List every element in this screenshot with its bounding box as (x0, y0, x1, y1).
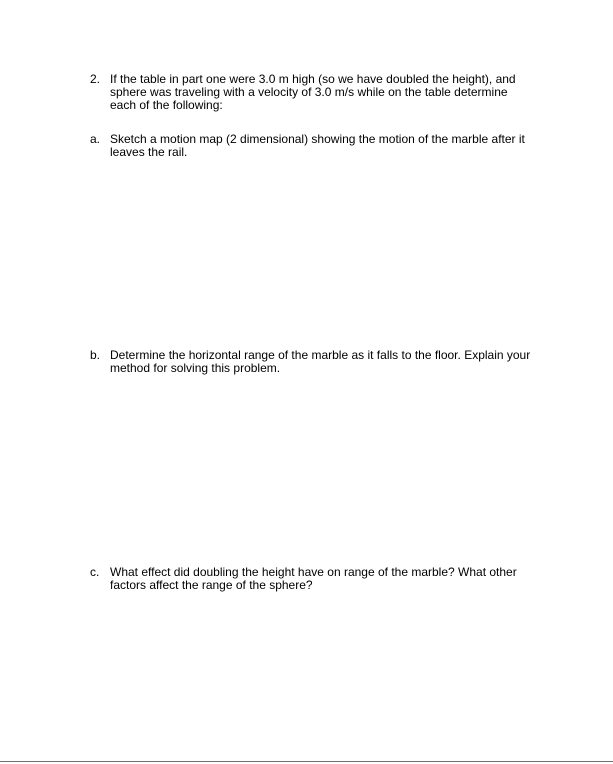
page-bottom-divider (0, 761, 613, 762)
question-2-text: If the table in part one were 3.0 m high (so we have doubled the height), and sphere was traveling with a velocity of 3.0 m/s while on the table determine each of the following: (110, 72, 516, 112)
part-a-label: a. (90, 132, 101, 146)
part-b-label: b. (90, 348, 101, 362)
part-a-text: Sketch a motion map (2 dimensional) showing the motion of the marble after it leaves the rail. (110, 132, 525, 159)
question-2-number: 2. (90, 72, 101, 86)
part-c-text: What effect did doubling the height have on range of the marble? What other factors affect the range of the sphere? (110, 565, 517, 592)
part-c-label: c. (90, 565, 100, 579)
part-b-text: Determine the horizontal range of the marble as it falls to the floor. Explain your method for solving this problem. (110, 348, 531, 375)
